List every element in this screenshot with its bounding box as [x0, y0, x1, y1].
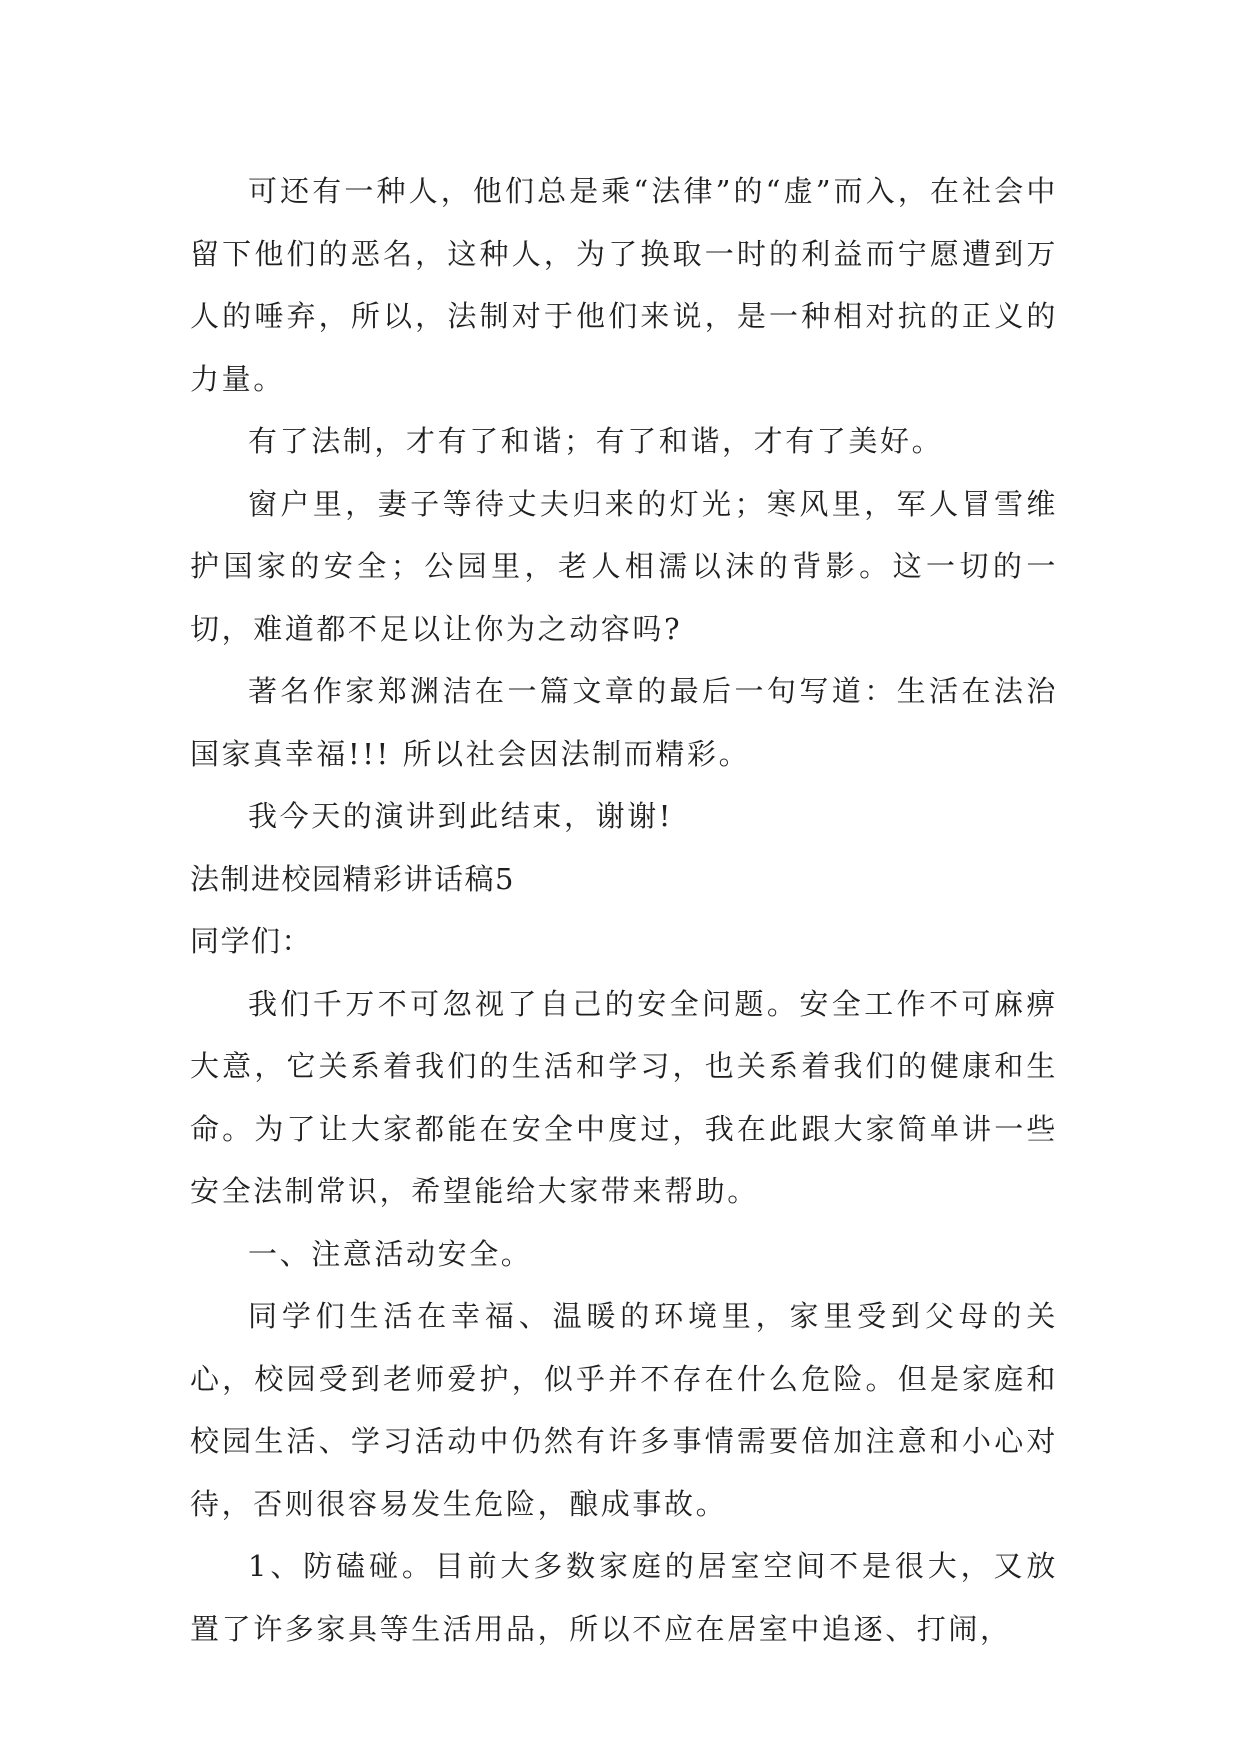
paragraph-safety-intro: 我们千万不可忽视了自己的安全问题。安全工作不可麻痹大意，它关系着我们的生活和学习，也关系着我们的健康和生命。为了让大家都能在安全中度过，我在此跟大家简单讲一些安全法制常识，希望能给大家带来帮助。 [190, 986, 1058, 1208]
paragraph-scenes: 窗户里，妻子等待丈夫归来的灯光；寒风里，军人冒雪维护国家的安全；公园里，老人相濡以沫的背影。这一切的一切，难道都不足以让你为之动容吗? [190, 486, 1058, 646]
section-heading: 法制进校园精彩讲话稿5 [190, 861, 515, 896]
paragraph-harmony: 有了法制，才有了和谐；有了和谐，才有了美好。 [248, 424, 944, 458]
paragraph-environment: 同学们生活在幸福、温暖的环境里，家里受到父母的关心，校园受到老师爱护，似乎并不存在什么危险。但是家庭和校园生活、学习活动中仍然有许多事情需要倍加注意和小心对待，否则很容易发生危险，酿成事故。 [190, 1299, 1058, 1521]
paragraph-quote: 著名作家郑渊洁在一篇文章的最后一句写道：生活在法治国家真幸福!!! 所以社会因法制而精彩。 [190, 674, 1058, 771]
paragraph-anti-bump: 1、防磕碰。目前大多数家庭的居室空间不是很大，又放置了许多家具等生活用品，所以不应在居室中追逐、打闹， [190, 1549, 1058, 1646]
document-body [190, 160, 1058, 1660]
paragraph-law-loophole: 可还有一种人，他们总是乘“法律”的“虚”而入，在社会中留下他们的恶名，这种人，为了换取一时的利益而宁愿遭到万人的唾弃，所以，法制对于他们来说，是一种相对抗的正义的力量。 [190, 174, 1058, 396]
paragraph-subheading-activity-safety: 一、注意活动安全。 [248, 1236, 533, 1271]
salutation: 同学们： [190, 924, 313, 958]
paragraph-closing: 我今天的演讲到此结束，谢谢! [248, 799, 674, 833]
